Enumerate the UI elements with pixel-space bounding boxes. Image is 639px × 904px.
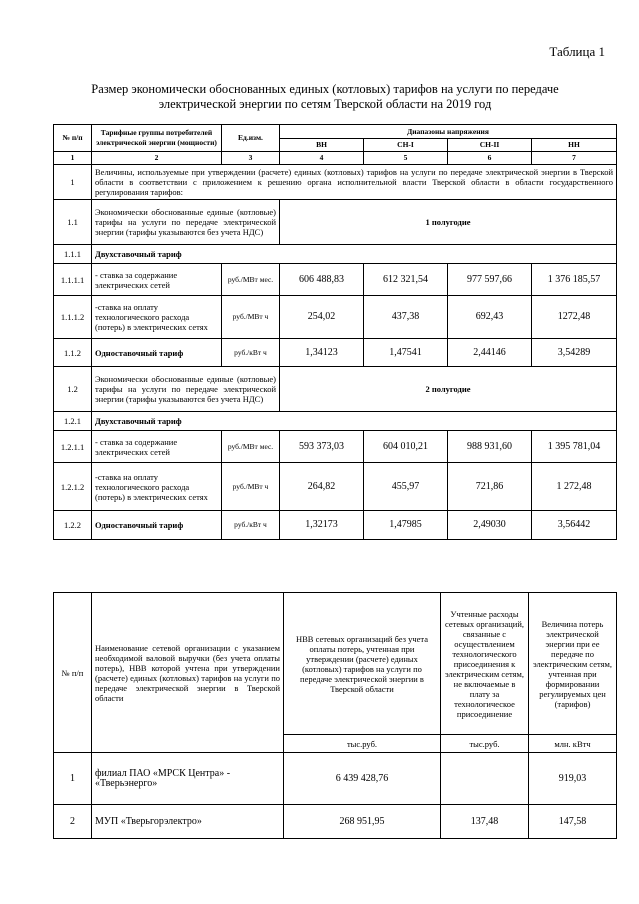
row-num: 1: [54, 753, 92, 805]
col-index: 5: [364, 152, 448, 165]
row-text: -ставка на оплату технологического расхода (потерь) в электрических сетях: [92, 296, 222, 339]
row-num: 1.2.1.1: [54, 431, 92, 463]
header-ranges: Диапазоны напряжения: [280, 125, 617, 139]
value-nvv: 268 951,95: [284, 805, 441, 839]
value-vn: 606 488,83: [280, 264, 364, 296]
header-vn: ВН: [280, 139, 364, 152]
row-text: Одноставочный тариф: [92, 339, 222, 367]
value-losses: 919,03: [529, 753, 617, 805]
col-index: 2: [92, 152, 222, 165]
header-groups: Тарифные группы потребителей электрической энергии (мощности): [92, 125, 222, 152]
value-vn: 1,32173: [280, 511, 364, 540]
row-num: 1.1.1.1: [54, 264, 92, 296]
value-vn: 1,34123: [280, 339, 364, 367]
row-unit: руб./кВт ч: [222, 339, 280, 367]
org-name: филиал ПАО «МРСК Центра» - «Тверьэнерго»: [92, 753, 284, 805]
value-expenses: [441, 753, 529, 805]
header-nvv: НВВ сетевых организаций без учета оплаты потерь, учтенная при утверждении (расчете) единых (котловых) тарифов на услуги по передаче электрической энергии в Тверской области: [284, 593, 441, 735]
row-text: Двухставочный тариф: [92, 412, 617, 431]
row-text: -ставка на оплату технологического расхода (потерь) в электрических сетях: [92, 463, 222, 511]
value-vn: 254,02: [280, 296, 364, 339]
network-organizations-table: [53, 592, 617, 839]
header-expenses: Учтенные расходы сетевых организаций, связанные с осуществлением технологического присоединения к электрическим сетям, не включаемые в плату за технологическое присоединение: [441, 593, 529, 735]
header-unit: Ед.изм.: [222, 125, 280, 152]
header-name: Наименование сетевой организации с указанием необходимой валовой выручки (без учета оплаты потерь), НВВ которой учтена при утверждении (расчете) единых (котловых) тарифов на услуги по передаче электрической энергии в Тверской области: [92, 593, 284, 753]
row-text: Двухставочный тариф: [92, 245, 617, 264]
period-label: 2 полугодие: [280, 367, 617, 412]
header-sn1: СН-I: [364, 139, 448, 152]
value-nn: 1272,48: [532, 296, 617, 339]
col-index: 6: [448, 152, 532, 165]
value-nn: 3,54289: [532, 339, 617, 367]
value-sn2: 988 931,60: [448, 431, 532, 463]
unit-nvv: тыс.руб.: [284, 735, 441, 753]
row-num: 1.1: [54, 200, 92, 245]
period-label: 1 полугодие: [280, 200, 617, 245]
table-label: Таблица 1: [549, 44, 605, 59]
value-sn1: 604 010,21: [364, 431, 448, 463]
value-sn1: 1,47541: [364, 339, 448, 367]
row-text: Экономически обоснованные единые (котловые) тарифы на услуги по передаче электрической энергии (тарифы указываются без учета НДС): [92, 367, 280, 412]
value-nvv: 6 439 428,76: [284, 753, 441, 805]
document-title: Размер экономически обоснованных единых (котловых) тарифов на услуги по передаче электрической энергии по сетям Тверской области на 2019 год: [91, 82, 559, 111]
value-sn2: 692,43: [448, 296, 532, 339]
row-text: Экономически обоснованные единые (котловые) тарифы на услуги по передаче электрической энергии (тарифы указываются без учета НДС): [92, 200, 280, 245]
header-num: № п/п: [54, 125, 92, 152]
col-index: 7: [532, 152, 617, 165]
value-vn: 593 373,03: [280, 431, 364, 463]
row-num: 1.2.1: [54, 412, 92, 431]
unit-expenses: тыс.руб.: [441, 735, 529, 753]
col-index: 4: [280, 152, 364, 165]
value-expenses: 137,48: [441, 805, 529, 839]
unit-losses: млн. кВтч: [529, 735, 617, 753]
header-nn: НН: [532, 139, 617, 152]
value-nn: 3,56442: [532, 511, 617, 540]
row-unit: руб./кВт ч: [222, 511, 280, 540]
value-nn: 1 376 185,57: [532, 264, 617, 296]
row-num: 1: [54, 165, 92, 200]
row-num: 1.1.2: [54, 339, 92, 367]
row-num: 1.2.1.2: [54, 463, 92, 511]
row-unit: руб./МВт мес.: [222, 431, 280, 463]
row-text: Величины, используемые при утверждении (расчете) единых (котловых) тарифов на услуги по передаче электрической энергии в Тверской области в соответствии с приложением к решению органа исполнительной власти Тверской области в области государственного регулирования тарифов:: [92, 165, 617, 200]
row-num: 1.2.2: [54, 511, 92, 540]
value-losses: 147,58: [529, 805, 617, 839]
value-sn1: 455,97: [364, 463, 448, 511]
header-losses: Величина потерь электрической энергии при ее передаче по электрическим сетям, учтенная при формировании регулируемых цен (тарифов): [529, 593, 617, 735]
col-index: 3: [222, 152, 280, 165]
value-vn: 264,82: [280, 463, 364, 511]
row-unit: руб./МВт ч: [222, 296, 280, 339]
org-name: МУП «Тверьгорэлектро»: [92, 805, 284, 839]
row-text: - ставка за содержание электрических сетей: [92, 431, 222, 463]
header-num: № п/п: [54, 593, 92, 753]
row-num: 2: [54, 805, 92, 839]
value-sn1: 612 321,54: [364, 264, 448, 296]
header-sn2: СН-II: [448, 139, 532, 152]
col-index: 1: [54, 152, 92, 165]
row-text: Одноставочный тариф: [92, 511, 222, 540]
value-sn2: 2,49030: [448, 511, 532, 540]
row-num: 1.1.1: [54, 245, 92, 264]
value-sn1: 1,47985: [364, 511, 448, 540]
row-num: 1.2: [54, 367, 92, 412]
value-sn2: 977 597,66: [448, 264, 532, 296]
value-sn2: 721,86: [448, 463, 532, 511]
value-sn2: 2,44146: [448, 339, 532, 367]
row-unit: руб./МВт мес.: [222, 264, 280, 296]
value-nn: 1 272,48: [532, 463, 617, 511]
tariff-table: [53, 124, 617, 540]
row-unit: руб./МВт ч: [222, 463, 280, 511]
table-row: [54, 753, 617, 805]
row-text: - ставка за содержание электрических сетей: [92, 264, 222, 296]
value-sn1: 437,38: [364, 296, 448, 339]
row-num: 1.1.1.2: [54, 296, 92, 339]
value-nn: 1 395 781,04: [532, 431, 617, 463]
table-row: [54, 805, 617, 839]
